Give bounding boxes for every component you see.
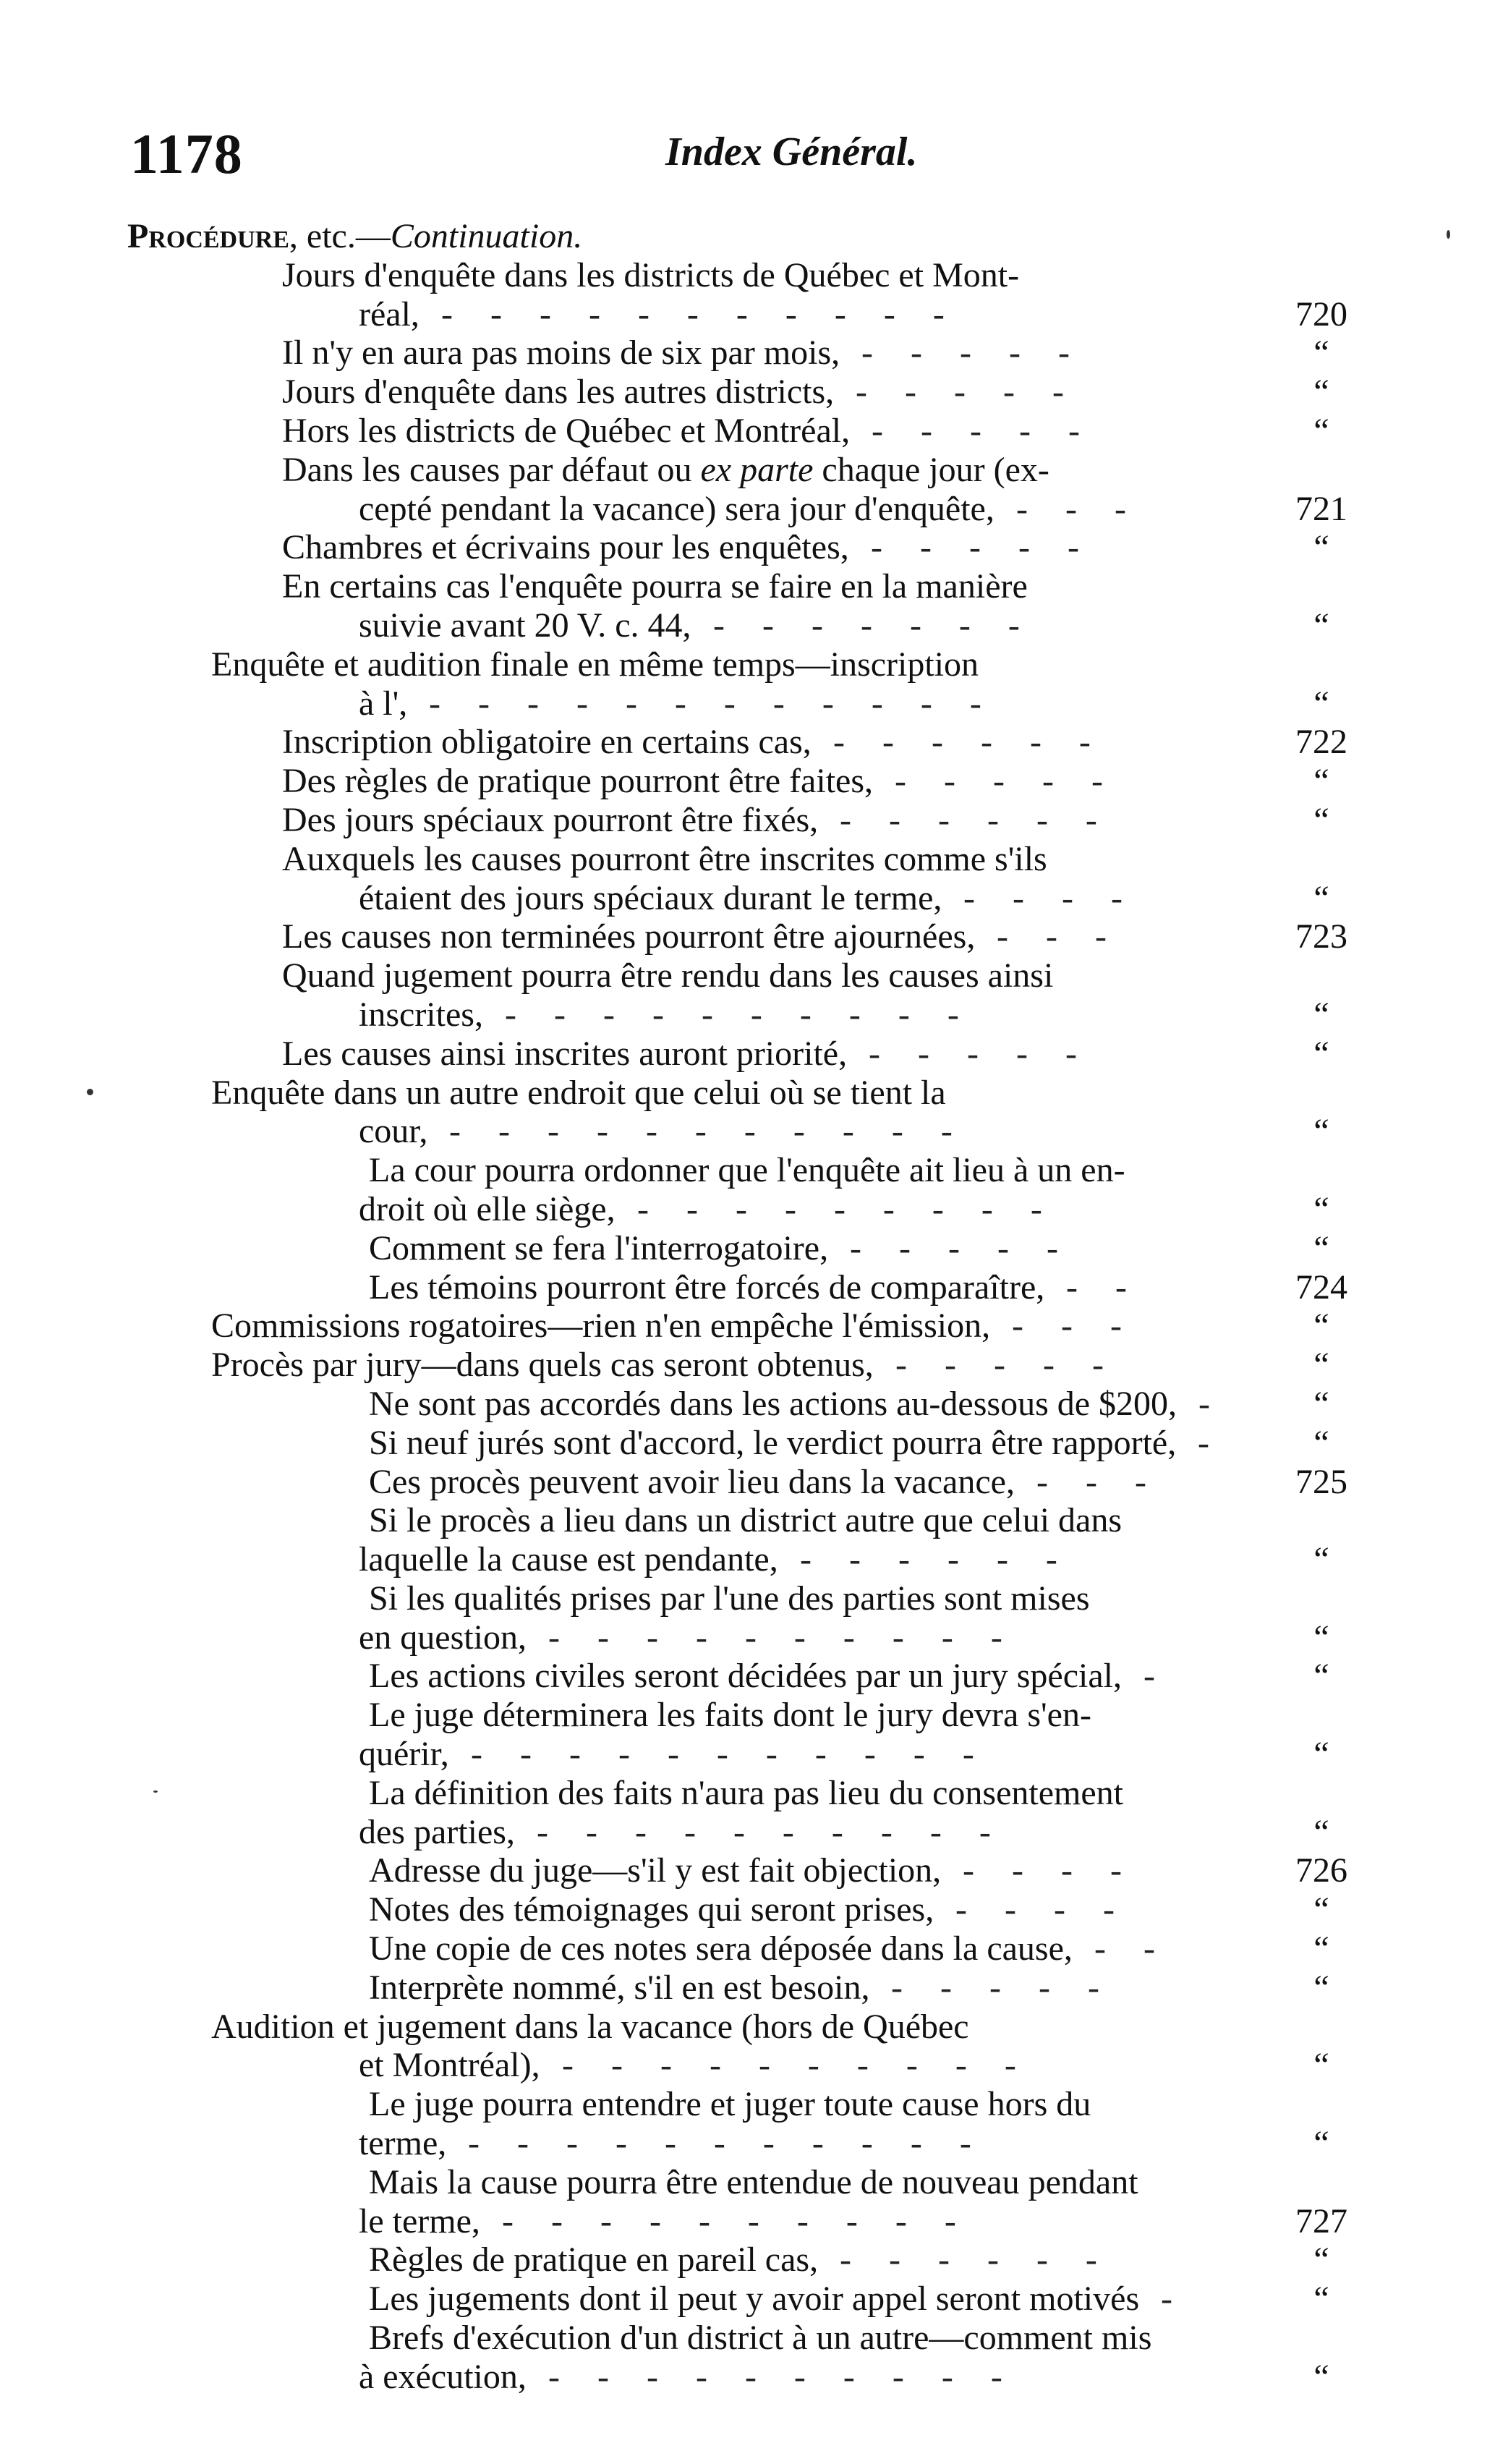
entry-text: Il n'y en aura pas moins de six par mois,	[282, 334, 840, 373]
index-entry-line	[0, 1151, 1230, 1190]
entry-text: Chambres et écrivains pour les enquêtes,	[282, 528, 849, 567]
dot-leader: - - - - - - - - - - -	[468, 2124, 971, 2163]
page-reference: 721	[1295, 489, 1347, 528]
dot-leader: - - - - - - - - - -	[562, 2046, 1016, 2085]
entry-text: Auxquels les causes pourront être inscrites comme s'ils	[282, 839, 1047, 878]
entry-text: en question,	[359, 1618, 527, 1657]
dot-leader: - - - - - - - - - -	[548, 2357, 1002, 2396]
index-entry-line	[0, 2357, 1329, 2397]
index-entry-line	[0, 1540, 1329, 1579]
entry-text: Procès par jury—dans quels cas seront obtenus,	[211, 1346, 874, 1385]
page-reference: 726	[1295, 1851, 1347, 1890]
dot-leader: -	[1143, 1657, 1155, 1696]
page-reference: “	[1313, 1890, 1329, 1929]
entry-text: étaient des jours spéciaux durant le terme,	[359, 878, 942, 917]
entry-text: le terme,	[359, 2201, 480, 2240]
entry-text: Adresse du juge—s'il y est fait objection,	[369, 1851, 942, 1890]
entry-text: Commissions rogatoires—rien n'en empêche l'émission,	[211, 1307, 991, 1346]
page-reference: “	[1313, 684, 1329, 723]
entry-text: Des règles de pratique pourront être faites,	[282, 762, 874, 801]
entry-text: Audition et jugement dans la vacance (hors de Québec	[211, 2007, 969, 2046]
index-entry-line	[0, 334, 1329, 373]
index-entry-line	[0, 684, 1329, 723]
dot-leader: - - - - - -	[840, 2240, 1097, 2280]
page-reference: “	[1313, 2280, 1329, 2319]
dot-leader: - - -	[997, 917, 1107, 956]
page-reference: “	[1313, 1112, 1329, 1151]
dot-leader: - -	[1066, 1267, 1127, 1307]
index-entry-line	[0, 1462, 1347, 1502]
page-reference: “	[1313, 2240, 1329, 2280]
entry-text: terme,	[359, 2124, 447, 2163]
index-entry-line	[0, 1228, 1329, 1268]
index-entry-line	[0, 1189, 1329, 1229]
page-reference: “	[1313, 334, 1329, 373]
dot-leader: - - - - -	[869, 1034, 1077, 1073]
index-entry-line	[0, 489, 1347, 529]
dot-leader: - -	[1094, 1929, 1155, 1968]
entry-text: La cour pourra ordonner que l'enquête ait lieu à un en-	[369, 1151, 1125, 1190]
dot-leader: - - - - - - - - - - -	[441, 294, 945, 334]
index-entry-line	[0, 1851, 1347, 1890]
section-heading-continuation: Continuation.	[390, 217, 583, 255]
index-entry-line	[0, 995, 1329, 1035]
entry-text: Les causes ainsi inscrites auront priorité,	[282, 1034, 848, 1073]
index-entry-line	[0, 1890, 1329, 1929]
dot-leader: - - - - -	[850, 1228, 1058, 1267]
entry-text: Mais la cause pourra être entendue de nouveau pendant	[369, 2162, 1138, 2201]
page-reference: “	[1313, 1307, 1329, 1346]
index-entry-line	[0, 2319, 1230, 2358]
page-reference: “	[1313, 1346, 1329, 1385]
dot-leader: - - - - - - - - - -	[505, 995, 959, 1034]
dot-leader: -	[1161, 2280, 1172, 2319]
dot-leader: - - - - - - - - - - - -	[429, 684, 981, 723]
index-entry-line	[0, 917, 1347, 956]
entry-text: quérir,	[359, 1735, 449, 1774]
index-entry-line	[0, 840, 1230, 879]
page-reference: “	[1313, 528, 1329, 567]
page-reference: “	[1313, 878, 1329, 917]
page-reference: “	[1313, 762, 1329, 801]
entry-text: Inscription obligatoire en certains cas,	[282, 723, 812, 762]
index-entry-line	[0, 2163, 1230, 2202]
dot-leader: - - - - -	[861, 334, 1070, 373]
dot-leader: - - - - - -	[840, 800, 1097, 839]
index-entry-line	[0, 723, 1347, 762]
entry-text: Les jugements dont il peut y avoir appel seront motivés	[369, 2280, 1140, 2319]
entry-text: Si neuf jurés sont d'accord, le verdict pourra être rapporté,	[369, 1423, 1177, 1462]
index-entry-line	[0, 2046, 1329, 2085]
index-entry-line	[0, 878, 1329, 918]
dot-leader: -	[1198, 1384, 1210, 1423]
index-entry-line	[0, 528, 1329, 567]
entry-text: Ne sont pas accordés dans les actions au-dessous de $200,	[369, 1384, 1177, 1423]
dot-leader: - - - - - - - - - -	[502, 2201, 956, 2240]
page-reference: 727	[1295, 2201, 1347, 2240]
index-entry-line	[0, 1929, 1329, 1968]
index-entry-line	[0, 1618, 1329, 1657]
entry-lines	[0, 256, 1495, 2397]
entry-text: Ces procès peuvent avoir lieu dans la vacance,	[369, 1462, 1015, 1501]
page-reference: “	[1313, 606, 1329, 645]
entry-text: suivie avant 20 V. c. 44,	[359, 606, 691, 645]
dot-leader: - - - -	[963, 1851, 1122, 1890]
section-heading	[0, 217, 1230, 256]
dot-leader: - - - - - -	[833, 723, 1091, 762]
page-reference: “	[1313, 1423, 1329, 1462]
dot-leader: - - - - - - - - - - -	[471, 1735, 974, 1774]
page-reference: 725	[1295, 1462, 1347, 1501]
index-entry-line	[0, 2085, 1230, 2124]
entry-text: Les témoins pourront être forcés de comparaître,	[369, 1267, 1045, 1307]
index-entry-line	[0, 1267, 1347, 1307]
index-entry-line	[0, 256, 1230, 295]
index-entry-line	[0, 1384, 1329, 1424]
entry-text: cour,	[359, 1112, 428, 1151]
dot-leader: - - - - - - - - - - -	[449, 1112, 953, 1151]
index-entry-line	[0, 1696, 1230, 1735]
index-entry-line	[0, 1968, 1329, 2008]
page-reference: “	[1313, 1384, 1329, 1423]
entry-text: Quand jugement pourra être rendu dans les causes ainsi	[282, 956, 1054, 995]
entry-text: des parties,	[359, 1812, 515, 1851]
page-reference: “	[1313, 1968, 1329, 2007]
section-heading-suffix: , etc.—	[289, 217, 391, 255]
entry-text-part: Dans les causes par défaut ou	[282, 450, 701, 489]
index-entry-line	[0, 1812, 1329, 1852]
index-entry-line	[0, 2201, 1347, 2241]
dot-leader: - - - - -	[856, 373, 1064, 412]
dot-leader: -	[1198, 1423, 1209, 1462]
index-entries	[0, 217, 1495, 2397]
entry-text: La définition des faits n'aura pas lieu du consentement	[369, 1773, 1123, 1812]
page-reference: “	[1313, 1189, 1329, 1228]
page-reference: 722	[1295, 723, 1347, 762]
entry-text: Si le procès a lieu dans un district autre que celui dans	[369, 1501, 1123, 1540]
index-entry-line	[0, 800, 1329, 840]
page-reference: “	[1313, 411, 1329, 450]
index-entry-line	[0, 1034, 1329, 1074]
entry-text: réal,	[359, 294, 419, 334]
print-speck	[153, 1790, 158, 1793]
print-speck	[1447, 230, 1450, 239]
entry-text: Si les qualités prises par l'une des parties sont mises	[369, 1579, 1090, 1618]
index-entry-line	[0, 1579, 1230, 1618]
page-reference: “	[1313, 1540, 1329, 1579]
page-reference: “	[1313, 1618, 1329, 1657]
page-reference: “	[1313, 1034, 1329, 1073]
entry-text: Interprète nommé, s'il en est besoin,	[369, 1968, 870, 2007]
entry-text: à l',	[359, 684, 408, 723]
dot-leader: - - - - - - - - - -	[548, 1618, 1002, 1657]
section-heading-name: Procédure	[127, 217, 289, 255]
page-reference: “	[1313, 1657, 1329, 1696]
index-entry-line	[0, 1346, 1329, 1385]
dot-leader: - - - - - - - - - -	[537, 1812, 991, 1851]
entry-text: Des jours spéciaux pourront être fixés,	[282, 800, 819, 839]
entry-text: Le juge pourra entendre et juger toute cause hors du	[369, 2085, 1091, 2124]
page-reference: “	[1313, 1812, 1329, 1851]
index-entry-line	[0, 1423, 1329, 1463]
print-speck	[87, 1089, 93, 1095]
entry-text: Jours d'enquête dans les autres districts,	[282, 373, 835, 412]
dot-leader: - - - - -	[895, 762, 1103, 801]
entry-text: Notes des témoignages qui seront prises,	[369, 1890, 934, 1929]
index-entry-line	[0, 1657, 1329, 1696]
index-entry-line	[0, 956, 1230, 995]
index-entry-line	[0, 373, 1329, 412]
page-reference: “	[1313, 2124, 1329, 2163]
entry-text: et Montréal),	[359, 2046, 540, 2085]
dot-leader: - - - - - -	[800, 1540, 1057, 1579]
dot-leader: - - - -	[955, 1890, 1115, 1929]
entry-text: Les actions civiles seront décidées par un jury spécial,	[369, 1657, 1122, 1696]
entry-text: Règles de pratique en pareil cas,	[369, 2240, 819, 2280]
page-reference: “	[1313, 1228, 1329, 1267]
page-reference: “	[1313, 1735, 1329, 1774]
entry-text: droit où elle siège,	[359, 1189, 616, 1228]
entry-text-part: chaque jour (ex-	[813, 450, 1049, 489]
entry-text: En certains cas l'enquête pourra se faire en la manière	[282, 567, 1028, 606]
index-entry-line	[0, 1735, 1329, 1774]
page-reference: “	[1313, 2046, 1329, 2085]
index-entry-line	[0, 411, 1329, 451]
index-entry-line	[0, 606, 1329, 645]
dot-leader: - - - - -	[872, 411, 1080, 450]
dot-leader: - - -	[1012, 1307, 1122, 1346]
index-entry-line	[0, 2124, 1329, 2163]
page-reference: “	[1313, 2357, 1329, 2396]
entry-text: Enquête et audition finale en même temps—inscription	[211, 645, 979, 684]
entry-text: Une copie de ces notes sera déposée dans la cause,	[369, 1929, 1073, 1968]
page-reference: 724	[1295, 1267, 1347, 1307]
entry-text: inscrites,	[359, 995, 483, 1034]
page-reference: 720	[1295, 294, 1347, 334]
index-entry-line	[0, 2008, 1230, 2047]
index-entry-line	[0, 1307, 1329, 1346]
index-entry-line	[0, 294, 1347, 334]
index-entry-line	[0, 762, 1329, 801]
index-entry-line	[0, 1074, 1230, 1113]
dot-leader: - - - - -	[871, 528, 1079, 567]
page-reference: “	[1313, 800, 1329, 839]
dot-leader: - - -	[1016, 489, 1126, 528]
page-header	[130, 122, 1360, 187]
entry-text: Comment se fera l'interrogatoire,	[369, 1228, 829, 1267]
index-entry-line	[0, 645, 1230, 684]
index-entry-line	[0, 2280, 1329, 2319]
entry-text: à exécution,	[359, 2357, 527, 2396]
index-entry-line	[0, 1774, 1230, 1813]
index-entry-line	[0, 1112, 1329, 1151]
entry-text: Le juge déterminera les faits dont le jury devra s'en-	[369, 1696, 1091, 1735]
entry-text: Hors les districts de Québec et Montréal,	[282, 411, 851, 450]
dot-leader: - - - -	[963, 878, 1123, 917]
page-reference: “	[1313, 995, 1329, 1034]
dot-leader: - - - - - - - - -	[637, 1189, 1042, 1228]
entry-text: cepté pendant la vacance) sera jour d'enquête,	[359, 489, 994, 528]
page-number: 1178	[130, 122, 243, 185]
dot-leader: - - - - - - -	[713, 606, 1020, 645]
running-title: Index Général.	[665, 129, 918, 174]
dot-leader: - - - - -	[891, 1968, 1099, 2007]
entry-text-italic: ex parte	[700, 450, 814, 489]
page-reference: 723	[1295, 917, 1347, 956]
dot-leader: - - - - -	[895, 1346, 1104, 1385]
entry-text: laquelle la cause est pendante,	[359, 1540, 778, 1579]
index-entry-line	[0, 451, 1230, 490]
page-reference: “	[1313, 1929, 1329, 1968]
entry-text: Brefs d'exécution d'un district à un autre—comment mis	[369, 2319, 1152, 2358]
entry-text: Jours d'enquête dans les districts de Québec et Mont-	[282, 255, 1020, 294]
index-entry-line	[0, 567, 1230, 606]
dot-leader: - - -	[1036, 1462, 1146, 1501]
page-reference: “	[1313, 373, 1329, 412]
entry-text: Enquête dans un autre endroit que celui où se tient la	[211, 1073, 946, 1112]
index-entry-line	[0, 2240, 1329, 2280]
entry-text	[282, 451, 1049, 490]
index-entry-line	[0, 1501, 1230, 1540]
entry-text: Les causes non terminées pourront être ajournées,	[282, 917, 976, 956]
